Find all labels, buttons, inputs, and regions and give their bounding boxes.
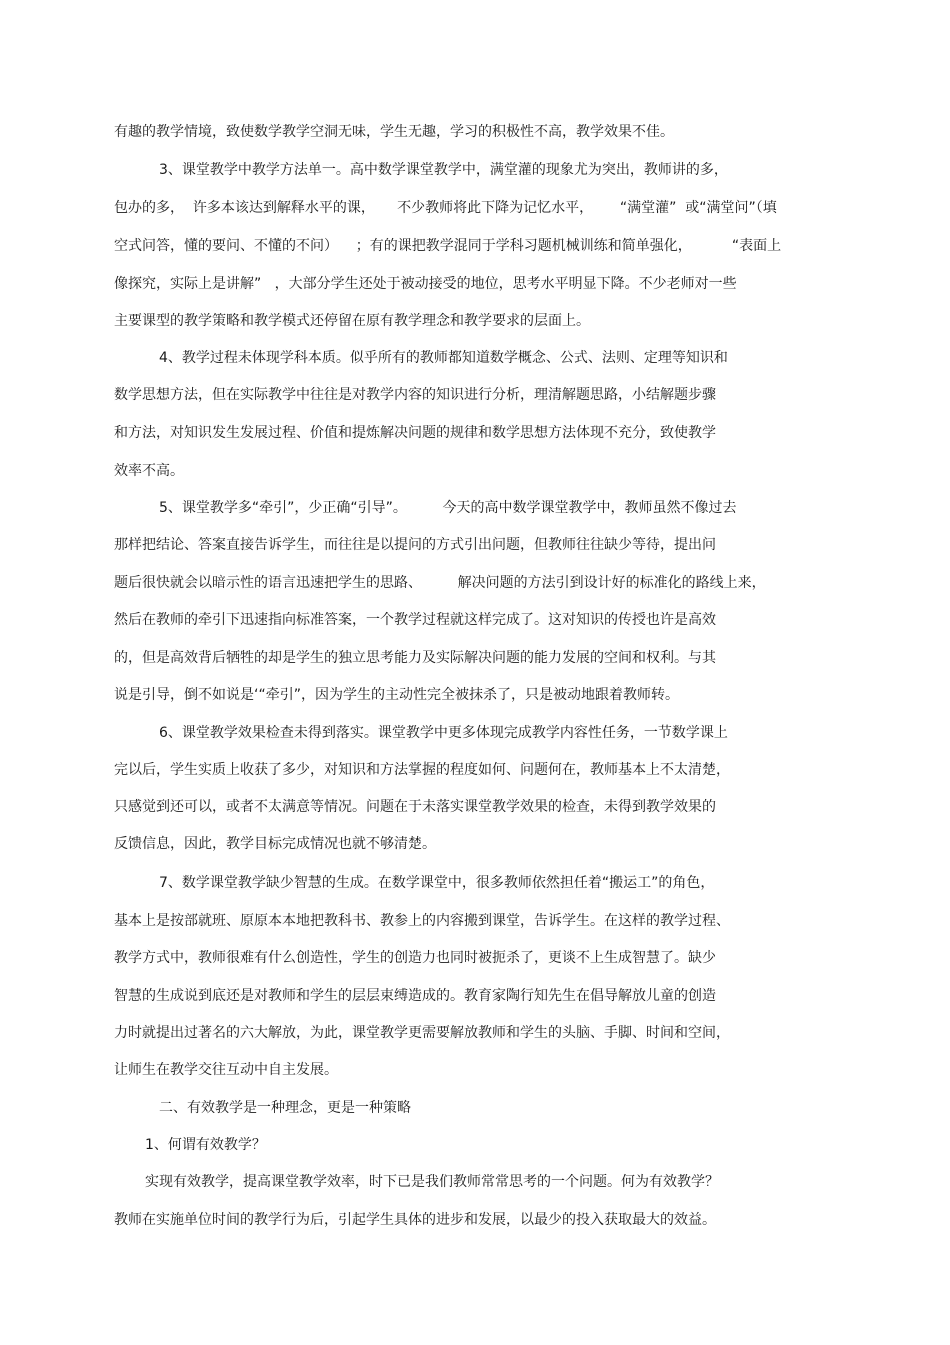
paragraph-3-heading: 3、课堂教学中教学方法单一。高中数学课堂教学中，满堂灌的现象尤为突出，教师讲的多， — [159, 162, 728, 178]
text-line: 题后很快就会以暗示性的语言迅速把学生的思路、 解决问题的方法引到设计好的标准化的路线上来， — [114, 575, 766, 591]
subsection-heading: 1、何谓有效教学？ — [145, 1137, 266, 1153]
text-line: 那样把结论、答案直接告诉学生，而往往是以提问的方式引出问题，但教师往往缺少等待，提出问 — [114, 537, 716, 553]
text-line: 反馈信息，因此，教学目标完成情况也就不够清楚。 — [114, 836, 436, 852]
text-line: 数学思想方法，但在实际教学中往往是对教学内容的知识进行分析，理清解题思路，小结解题步骤 — [114, 387, 716, 403]
text-line: 然后在教师的牵引下迅速指向标准答案，一个教学过程就这样完成了。这对知识的传授也许是高效 — [114, 612, 716, 628]
section-heading: 二、有效教学是一种理念，更是一种策略 — [159, 1100, 411, 1116]
text-line: 和方法，对知识发生发展过程、价值和提炼解决问题的规律和数学思想方法体现不充分，致使教学 — [114, 425, 716, 441]
text-line: 像探究，实际上是讲解” ，大部分学生还处于被动接受的地位，思考水平明显下降。不少老师对一些 — [114, 276, 737, 292]
text-line: 完以后，学生实质上收获了多少，对知识和方法掌握的程度如何、问题何在，教师基本上不太清楚， — [114, 762, 730, 778]
text-line: 只感觉到还可以，或者不太满意等情况。问题在于未落实课堂教学效果的检查，未得到教学效果的 — [114, 799, 716, 815]
text-line: 智慧的生成说到底还是对教师和学生的层层束缚造成的。教育家陶行知先生在倡导解放儿童的创造 — [114, 988, 716, 1004]
text-line: 教师在实施单位时间的教学行为后，引起学生具体的进步和发展，以最少的投入获取最大的效益。 — [114, 1212, 716, 1228]
text-line: 力时就提出过著名的六大解放，为此，课堂教学更需要解放教师和学生的头脑、手脚、时间和空间， — [114, 1025, 730, 1041]
text-line: 让师生在教学交往互动中自主发展。 — [114, 1062, 338, 1078]
text-line: 包办的多， 许多本该达到解释水平的课， 不少教师将此下降为记忆水平， “满堂灌” 或“满堂问”（填 — [114, 200, 777, 216]
text-line: 有趣的教学情境，致使数学教学空洞无味，学生无趣，学习的积极性不高，教学效果不佳。 — [114, 124, 674, 140]
text-line: 教学方式中，教师很难有什么创造性，学生的创造力也同时被扼杀了，更谈不上生成智慧了。缺少 — [114, 950, 716, 966]
text-line: 说是引导，倒不如说是‘“牵引”，因为学生的主动性完全被抹杀了，只是被动地跟着教师转。 — [114, 687, 679, 703]
text-line: 主要课型的教学策略和教学模式还停留在原有教学理念和教学要求的层面上。 — [114, 313, 590, 329]
text-line: 基本上是按部就班、原原本本地把教科书、教参上的内容搬到课堂，告诉学生。在这样的教学过程、 — [114, 913, 730, 929]
text-line: 效率不高。 — [114, 463, 184, 479]
text-line: 实现有效教学，提高课堂教学效率，时下已是我们教师常常思考的一个问题。何为有效教学？ — [145, 1174, 719, 1190]
paragraph-4-heading: 4、教学过程未体现学科本质。似乎所有的教师都知道数学概念、公式、法则、定理等知识和 — [159, 350, 728, 366]
text-line: 空式问答，懂的要问、不懂的不问） ；有的课把教学混同于学科习题机械训练和简单强化， “表面上 — [114, 238, 782, 254]
paragraph-6-heading: 6、课堂教学效果检查未得到落实。课堂教学中更多体现完成教学内容性任务，一节数学课上 — [159, 725, 728, 741]
text-line: 的，但是高效背后牺牲的却是学生的独立思考能力及实际解决问题的能力发展的空间和权利。与其 — [114, 650, 716, 666]
paragraph-7-heading: 7、数学课堂教学缺少智慧的生成。在数学课堂中，很多教师依然担任着“搬运工”的角色， — [159, 875, 715, 891]
paragraph-5-heading: 5、课堂教学多“牵引”，少正确“引导”。 今天的高中数学课堂教学中，教师虽然不像过去 — [159, 500, 737, 516]
